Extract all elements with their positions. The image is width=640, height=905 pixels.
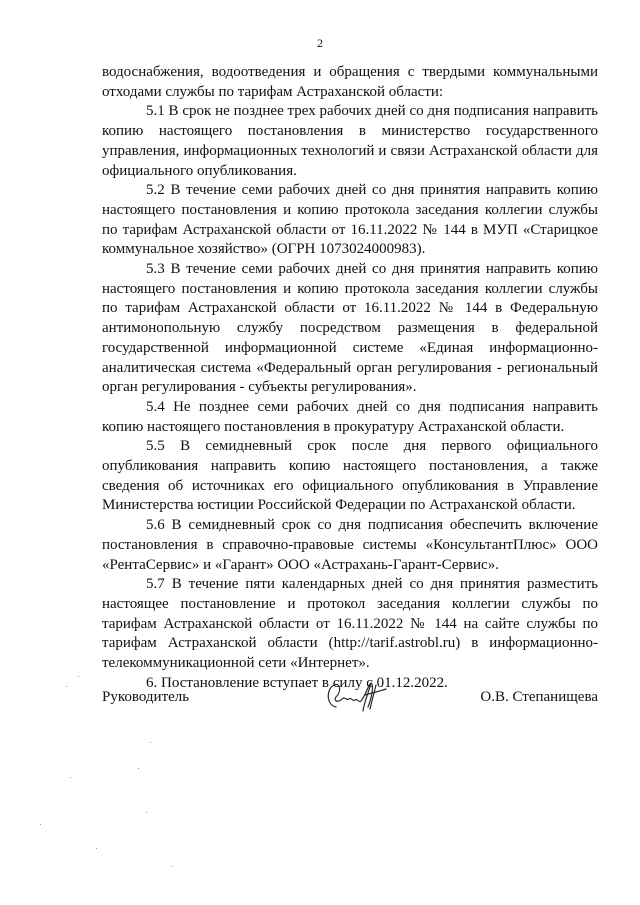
paragraph-5-6: 5.6 В семидневный срок со дня подписания обеспечить включение постановления в справочно-правовые системы «КонсультантПлюс» ООО «РентаСервис» и «Гарант» ООО «Астрахань-Гарант-Сервис». [102,517,598,573]
paragraph-6: 6. Постановление вступает в силу с 01.12.2022. [146,674,448,691]
paragraph-5-2: 5.2 В течение семи рабочих дней со дня принятия направить копию настоящего постановления и копию протокола заседания коллегии службы по тарифам Астраханской области от 16.11.2022 № 144 в МУП «Старицкое коммунальное хозяйство» (ОГРН 1073024000983). [102,182,598,258]
page-number: 2 [317,36,323,50]
paragraph-5-3: 5.3 В течение семи рабочих дней со дня принятия направить копию настоящего постановления и копию протокола заседания коллегии службы по тарифам Астраханской области от 16.11.2022 № 144 в Федеральную антимонопольную службу посредством размещения в федеральной государственной информационной системе «Единая информационно-аналитическая система «Федеральный орган регулирования - региональный орган регулирования - субъекты регулирования». [102,261,598,396]
paragraph-continuation: водоснабжения, водоотведения и обращения с твердыми коммунальными отходами службы по тарифам Астраханской области: [102,64,598,100]
paragraph-5-5: 5.5 В семидневный срок после дня первого официального опубликования направить копию настоящего постановления, а также сведения об источниках его официального опубликования в Управление Министерства юстиции Российской Федерации по Астраханской области. [102,438,598,514]
handwritten-signature [322,677,402,717]
paragraph-5-7: 5.7 В течение пяти календарных дней со дня принятия разместить настоящее постановление и протокол заседания коллегии службы по тарифам Астраханской области от 16.11.2022 № 144 на сайте службы по тарифам Астраханской области (http://tarif.astrobl.ru) в информационно-телекоммуникационной сети «Интернет». [102,576,598,672]
signer-name: О.В. Степанищева [480,689,598,705]
paragraph-5-1: 5.1 В срок не позднее трех рабочих дней со дня подписания направить копию настоящего постановления в министерство государственного управления, информационных технологий и связи Астраханской области для официального опубликования. [102,103,598,179]
signer-title: Руководитель [102,689,190,705]
paragraph-5-4: 5.4 Не позднее семи рабочих дней со дня подписания направить копию настоящего постановления в прокуратуру Астраханской области. [102,398,598,435]
document-body [102,63,598,694]
signature-block [102,681,598,721]
